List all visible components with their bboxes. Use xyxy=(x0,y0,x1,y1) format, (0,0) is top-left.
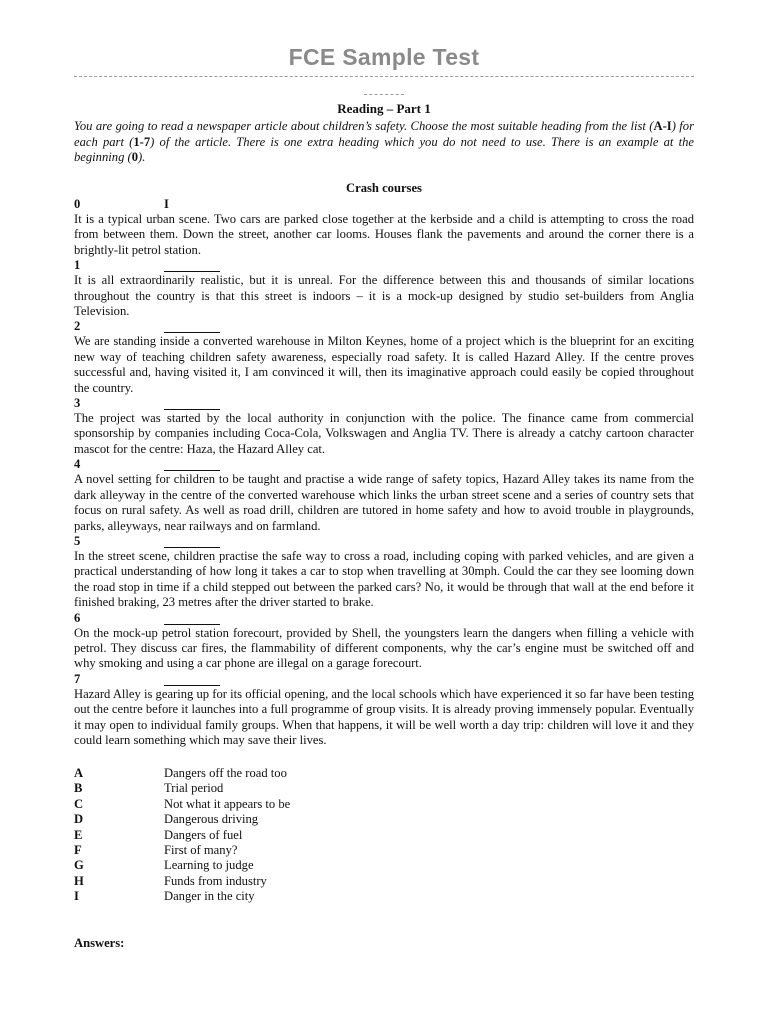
heading-letter: A xyxy=(74,766,84,780)
instructions-bold-2: 1-7 xyxy=(133,134,151,149)
title-divider-short xyxy=(364,94,404,95)
heading-letter: C xyxy=(74,796,84,811)
heading-text: Learning to judge xyxy=(164,858,254,873)
article-title: Crash courses xyxy=(346,181,422,195)
heading-letter: F xyxy=(74,842,82,857)
heading-option xyxy=(74,889,694,904)
answers-label: Answers: xyxy=(74,936,125,950)
paragraph-number: 1 xyxy=(74,258,81,273)
instructions-text-4: ). xyxy=(138,150,146,165)
heading-option xyxy=(74,812,694,827)
answer-blank xyxy=(164,672,220,686)
heading-text: Trial period xyxy=(164,781,224,796)
task-instructions xyxy=(74,119,694,166)
heading-text: Dangerous driving xyxy=(164,812,259,827)
paragraph-header xyxy=(74,396,694,411)
title-divider xyxy=(74,76,694,77)
heading-letter: E xyxy=(74,827,83,842)
paragraph-number: 3 xyxy=(74,396,81,411)
heading-text: Danger in the city xyxy=(164,889,255,904)
instructions-bold-3: 0 xyxy=(131,150,139,165)
paragraph-2 xyxy=(74,319,694,396)
paragraph-header xyxy=(74,197,694,212)
paragraph-text: We are standing inside a converted warehouse in Milton Keynes, home of a project which is the blueprint for an exciting new way of teaching children safety awareness, especially road safety. It is called Hazard Alley. If the centre proves successful and, having visited it, I am convinced it will, then its imaginative approach could easily be copied throughout the country. xyxy=(74,334,694,395)
answer-blank xyxy=(164,396,220,410)
paragraph-header xyxy=(74,611,694,626)
heading-option xyxy=(74,843,694,858)
paragraph-text: It is a typical urban scene. Two cars are parked close together at the kerbside and a child is attempting to cross the road from between them. Down the street, another car looms. Houses flank the pavements and around the corner there is a brightly-lit petrol station. xyxy=(74,212,694,257)
heading-option xyxy=(74,766,694,781)
paragraph-number: 7 xyxy=(74,671,81,686)
example-answer: I xyxy=(164,197,169,211)
heading-letter: H xyxy=(74,873,84,888)
answer-blank xyxy=(164,534,220,548)
heading-option xyxy=(74,797,694,812)
heading-letter: I xyxy=(74,889,79,904)
heading-option xyxy=(74,828,694,843)
instructions-text-3: ) of the article. There is one extra heading which you do not need to use. There is an example at the beginning ( xyxy=(74,134,694,165)
paragraph-text: In the street scene, children practise the safe way to cross a road, including coping with parked vehicles, and are given a practical understanding of how long it takes a car to stop when travelling at 30mph. Could the car they see looming down the road stop in time if a child stepped out between the parked cars? No, it would be through that wall at the end before it finished braking, 23 metres after the driver started to brake. xyxy=(74,548,694,610)
paragraph-header xyxy=(74,672,694,687)
paragraph-text: Hazard Alley is gearing up for its official opening, and the local schools which have experienced it so far have been testing out the centre before it launches into a full programme of group visits. It is already proving immensely popular. Eventually it may open to individual family groups. When that happens, it will be well worth a day trip: children will love it and they could learn something which may save their lives. xyxy=(74,686,694,747)
heading-text: Not what it appears to be xyxy=(164,796,291,811)
heading-text: First of many? xyxy=(164,842,238,857)
heading-letter: B xyxy=(74,781,83,796)
heading-option xyxy=(74,858,694,873)
paragraph-text: It is all extraordinarily realistic, but it is unreal. For the difference between this and thousands of similar locations throughout the country is that this street is indoors – it is a mock-up designed by studio set-builders from Anglia Television. xyxy=(74,273,694,319)
answer-blank xyxy=(164,611,220,625)
answer-blank xyxy=(164,457,220,471)
paragraph-text: On the mock-up petrol station forecourt, provided by Shell, the youngsters learn the dangers when filling a vehicle with petrol. They discuss car fires, the flammability of different components, why the car’s engine must be switched off and why smoking and using a car phone are illegal on a garage forecourt. xyxy=(74,625,694,671)
paragraph-7 xyxy=(74,672,694,749)
paragraph-text: A novel setting for children to be taught and practise a wide range of safety topics, Hazard Alley takes its name from the dark alleyway in the centre of the converted warehouse which links the urban street scene and a series of country sets that focus on rural safety. As well as road drill, children are tutored in home safety and how to avoid trouble in playgrounds, parks, alleyways, near railways and on farmland. xyxy=(74,472,694,533)
instructions-text-2: ) for each part ( xyxy=(74,119,694,149)
article-body xyxy=(74,197,694,748)
paragraph-5 xyxy=(74,534,694,611)
paragraph-3 xyxy=(74,396,694,457)
instructions-text-1: You are going to read a newspaper article about children’s safety. Choose the most suitable heading from the list ( xyxy=(74,119,654,133)
paragraph-number: 0 xyxy=(74,197,81,211)
document-title: FCE Sample Test xyxy=(288,44,480,70)
paragraph-number: 2 xyxy=(74,319,81,334)
paragraph-text: The project was started by the local authority in conjunction with the police. The finance came from commercial sponsorship by companies including Coca-Cola, Volkswagen and Anglia TV. There is already a catchy cartoon character mascot for the centre: Haza, the Hazard Alley cat. xyxy=(74,411,694,456)
paragraph-1 xyxy=(74,258,694,319)
paragraph-header xyxy=(74,319,694,334)
paragraph-header xyxy=(74,258,694,273)
paragraph-4 xyxy=(74,457,694,534)
answer-blank xyxy=(164,319,220,333)
instructions-bold-1: A-I xyxy=(653,119,672,133)
paragraph-header xyxy=(74,534,694,549)
heading-text: Dangers of fuel xyxy=(164,827,243,842)
paragraph-header xyxy=(74,457,694,472)
paragraph-number: 6 xyxy=(74,610,81,625)
heading-letter: D xyxy=(74,812,84,827)
heading-option xyxy=(74,874,694,889)
paragraph-0 xyxy=(74,197,694,258)
answer-blank xyxy=(164,258,220,272)
paragraph-number: 5 xyxy=(74,533,81,548)
heading-letter: G xyxy=(74,858,84,873)
headings-list xyxy=(74,766,694,905)
paragraph-6 xyxy=(74,611,694,672)
paragraph-number: 4 xyxy=(74,457,81,472)
heading-text: Dangers off the road too xyxy=(164,766,287,780)
section-heading: Reading – Part 1 xyxy=(337,101,431,116)
heading-text: Funds from industry xyxy=(164,873,267,888)
heading-option xyxy=(74,781,694,796)
